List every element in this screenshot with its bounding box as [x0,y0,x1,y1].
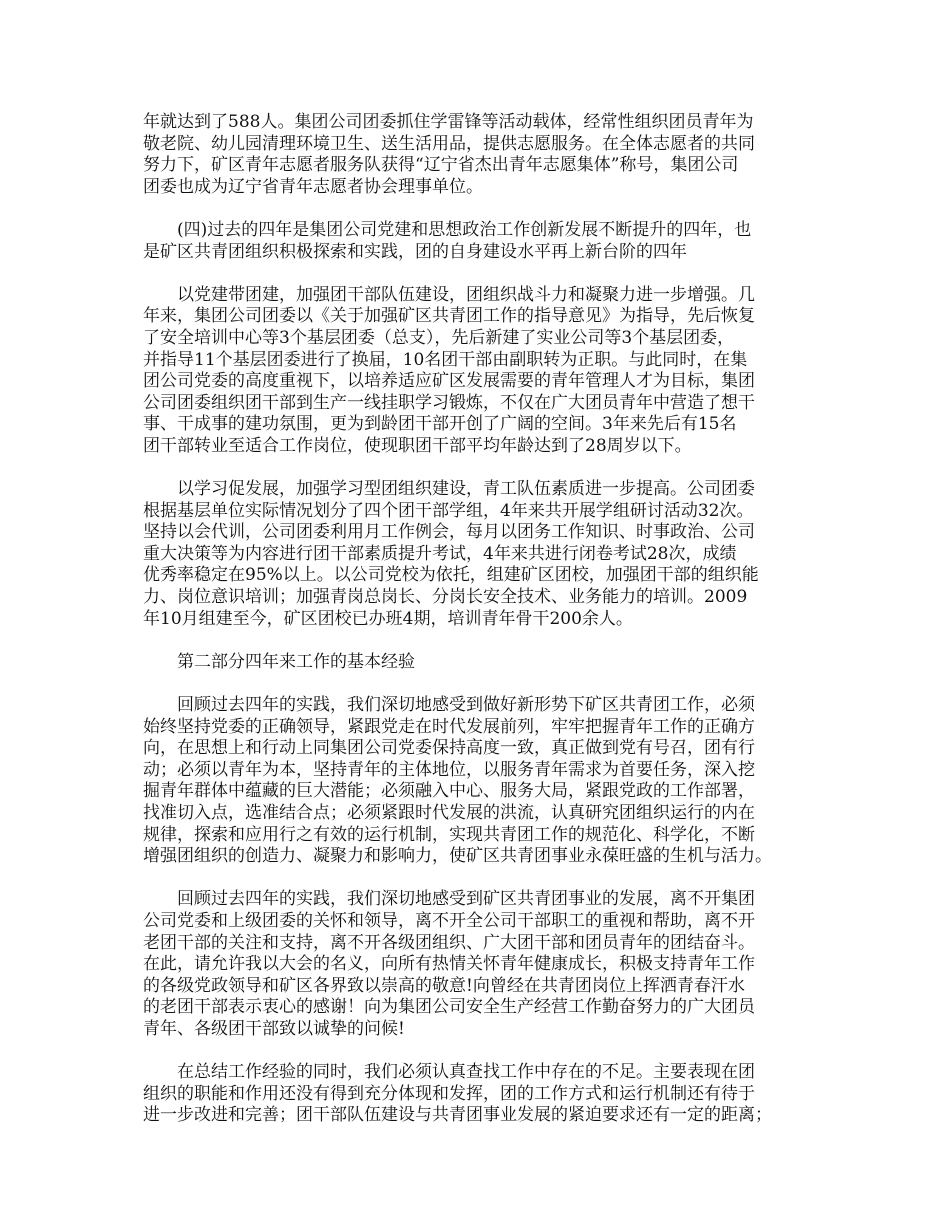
section-heading-part-two: 第二部分四年来工作的基本经验 [177,651,415,672]
paragraph-gratitude: 回顾过去四年的实践，我们深切地感受到矿区共青团事业的发展，离不开集团 公司党委和上级团委的关怀和领导，离不开全公司干部职工的重视和帮助，离不开 老团干部的关注和支持，离不开各级团组织、广大团干部和团员青年的团结奋斗。 在此，请允许我以大会的名义，向所有热情关怀青年健康成长，积极支持青年工作 的各级党政领导和矿区各界致以崇高的敬意!向曾经在共青团岗位上挥洒青春汗水 的老团干部表示衷心的感谢！向为集团公司安全生产经营工作勤奋努力的广大团员 青年、各级团干部致以诚挚的问候! [143,889,755,1039]
paragraph-basic-experience: 回顾过去四年的实践，我们深切地感受到做好新形势下矿区共青团工作，必须 始终坚持党委的正确领导，紧跟党走在时代发展前列，牢牢把握青年工作的正确方 向，在思想上和行动上同集团公司党委保持高度一致，真正做到党有号召，团有行 动；必须以青年为本，坚持青年的主体地位，以服务青年需求为首要任务，深入挖 掘青年群体中蕴藏的巨大潜能；必须融入中心、服务大局，紧跟党政的工作部署， 找准切入点，选准结合点；必须紧跟时代发展的洪流，认真研究团组织运行的内在 规律，探索和应用行之有效的运行机制，实现共青团工作的规范化、科学化，不断 增强团组织的创造力、凝聚力和影响力，使矿区共青团事业永葆旺盛的生机与活力。 [143,695,772,867]
document-page [143,112,825,1149]
paragraph-learning-organization: 以学习促发展，加强学习型团组织建设，青工队伍素质进一步提高。公司团委 根据基层单位实际情况划分了四个团干部学组，4年来共开展学组研讨活动32次。 坚持以会代训，公司团委利用月工作例会，每月以团务工作知识、时事政治、公司 重大决策等为内容进行团干部素质提升考试，4年来共进行闭卷考试28次，成绩 优秀率稳定在95%以上。以公司党校为依托，组建矿区团校，加强团干部的组织能 力、岗位意识培训；加强青岗总岗长、分岗长安全技术、业务能力的培训。2009 年10月组建至今，矿区团校已办班4期，培训青年骨干200余人。 [143,479,759,629]
paragraph-volunteer-service: 年就达到了588人。集团公司团委抓住学雷锋等活动载体，经常性组织团员青年为 敬老院、幼儿园清理环境卫生、送生活用品，提供志愿服务。在全体志愿者的共同 努力下，矿区青年志愿者服务队获得“辽宁省杰出青年志愿集体”称号，集团公司 团委也成为辽宁省青年志愿者协会理事单位。 [143,112,755,197]
paragraph-cadre-team-building: 以党建带团建，加强团干部队伍建设，团组织战斗力和凝聚力进一步增强。几 年来，集团公司团委以《关于加强矿区共青团工作的指导意见》为指导，先后恢复 了安全培训中心等3个基层团委（总支），先后新建了实业公司等3个基层团委， 并指导11个基层团委进行了换届，10名团干部由副职转为正职。与此同时，在集 团公司党委的高度重视下，以培养适应矿区发展需要的青年管理人才为目标，集团 公司团委组织团干部到生产一线挂职学习锻炼，不仅在广大团员青年中营造了想干 事、干成事的建功氛围，更为到龄团干部开创了广阔的空间。3年来先后有15名 团干部转业至适合工作岗位，使现职团干部平均年龄达到了28周岁以下。 [143,284,755,456]
paragraph-section-four-heading: (四)过去的四年是集团公司党建和思想政治工作创新发展不断提升的四年，也 是矿区共青团组织积极探索和实践，团的自身建设水平再上新台阶的四年 [143,219,752,262]
paragraph-shortcomings: 在总结工作经验的同时，我们必须认真查找工作中存在的不足。主要表现在团 组织的职能和作用还没有得到充分体现和发挥，团的工作方式和运行机制还有待于 进一步改进和完善；团干部队伍建设与共青团事业发展的紧迫要求还有一定的距离； [143,1062,772,1126]
